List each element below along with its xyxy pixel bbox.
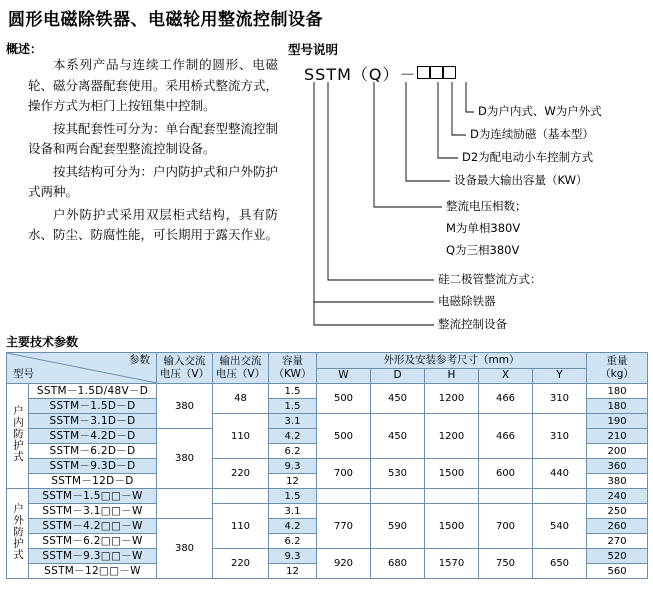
cell-dim-h: 1200	[425, 384, 479, 414]
table-row	[7, 414, 648, 429]
cell-model: SSTM－6.2□□－W	[29, 534, 157, 549]
cell-capacity: 12	[269, 474, 317, 489]
cell-dim-y: 310	[533, 384, 587, 414]
cell-model: SSTM－9.3□□－W	[29, 549, 157, 564]
page-title: 圆形电磁除铁器、电磁轮用整流控制设备	[8, 10, 323, 30]
cell-dim-y: 310	[533, 414, 587, 459]
header-dim-x: X	[479, 368, 533, 384]
cell-dim-x	[479, 489, 533, 504]
header-dim-h: H	[425, 368, 479, 384]
cell-capacity: 1.5	[269, 489, 317, 504]
header-dim-w: W	[317, 368, 371, 384]
cell-dim-w: 920	[317, 549, 371, 579]
cell-dim-h: 1500	[425, 504, 479, 549]
table-row	[7, 549, 648, 564]
cell-model: SSTM－3.1□□－W	[29, 504, 157, 519]
cell-dim-d	[371, 489, 425, 504]
cell-weight: 240	[587, 489, 648, 504]
cell-capacity: 4.2	[269, 429, 317, 444]
cell-dim-h: 1200	[425, 414, 479, 459]
cell-weight: 360	[587, 459, 648, 474]
cell-dim-w	[317, 489, 371, 504]
overview-paragraph: 按其配套性可分为：单台配套型整流控制设备和两台配套型整流控制设备。	[28, 120, 279, 156]
cell-weight: 200	[587, 444, 648, 459]
cell-dim-y: 540	[533, 504, 587, 549]
cell-dim-x: 600	[479, 459, 533, 489]
overview-paragraph: 按其结构可分为：户内防护式和户外防护式两种。	[28, 163, 279, 199]
cell-model: SSTM－4.2□□－W	[29, 519, 157, 534]
cell-dim-h: 1570	[425, 549, 479, 579]
header-dimensions: 外形及安装参考尺寸（mm）	[317, 353, 587, 369]
cell-model: SSTM－3.1D－D	[29, 414, 157, 429]
cell-capacity: 9.3	[269, 549, 317, 564]
cell-weight: 180	[587, 399, 648, 414]
cell-model: SSTM－4.2D－D	[29, 429, 157, 444]
cell-weight: 560	[587, 564, 648, 579]
table-row	[7, 489, 648, 504]
cell-dim-h: 1500	[425, 459, 479, 489]
overview-paragraph: 本系列产品与连续工作制的圆形、电磁轮、磁分离器配套使用。采用桥式整流方式，操作方式为柜门上按钮集中控制。	[28, 57, 279, 113]
cell-weight: 260	[587, 519, 648, 534]
header-output-voltage: 输出交流 电压（V）	[213, 353, 269, 384]
overview-paragraph: 户外防护式采用双层柜式结构，具有防水、防尘、防腐性能，可长期用于露天作业。	[28, 206, 279, 242]
cell-capacity: 9.3	[269, 459, 317, 474]
cell-model: SSTM－9.3D－D	[29, 459, 157, 474]
cell-dim-w: 770	[317, 504, 371, 549]
legend-item-3: 设备最大输出容量（KW）	[454, 173, 588, 187]
cell-input-voltage	[157, 489, 213, 519]
cell-output-voltage: 220	[213, 459, 269, 489]
cell-weight: 190	[587, 414, 648, 429]
table-row	[7, 504, 648, 519]
model-code-prefix: SSTM（Q）－	[304, 65, 417, 84]
cell-capacity: 4.2	[269, 519, 317, 534]
cell-dim-d: 530	[371, 459, 425, 489]
cell-dim-x: 750	[479, 549, 533, 579]
cell-weight: 180	[587, 384, 648, 399]
cell-dim-w: 500	[317, 414, 371, 459]
cell-capacity: 6.2	[269, 534, 317, 549]
cell-dim-y	[533, 489, 587, 504]
legend-item-7: 硅二极管整流方式：	[438, 272, 542, 286]
header-capacity: 容量 （KW）	[269, 353, 317, 384]
cell-weight: 380	[587, 474, 648, 489]
cell-weight: 270	[587, 534, 648, 549]
legend-item-9: 整流控制设备	[438, 317, 507, 331]
cell-dim-d: 450	[371, 384, 425, 414]
legend-item-6: Q为三相380V	[446, 243, 520, 257]
header-weight: 重量 （kg）	[587, 353, 648, 384]
cell-dim-x: 466	[479, 414, 533, 459]
header-param-model-corner	[7, 353, 157, 384]
overview-text	[28, 55, 278, 248]
specifications-table	[6, 352, 648, 579]
cell-input-voltage: 380	[157, 384, 213, 429]
cell-model: SSTM－6.2D－D	[29, 444, 157, 459]
model-explanation-diagram	[288, 40, 648, 330]
cell-model: SSTM－1.5□□－W	[29, 489, 157, 504]
table-header-row	[7, 353, 648, 369]
table-row	[7, 384, 648, 399]
header-model-label: 型号	[13, 368, 34, 380]
cell-input-voltage: 380	[157, 519, 213, 579]
header-param-label: 参数	[129, 354, 150, 366]
cell-dim-x: 466	[479, 384, 533, 414]
cell-dim-y: 650	[533, 549, 587, 579]
header-input-voltage: 输入交流 电压（V）	[157, 353, 213, 384]
cell-model: SSTM－12D－D	[29, 474, 157, 489]
row-group-label: 户内防护式	[7, 384, 29, 489]
cell-dim-y: 440	[533, 459, 587, 489]
cell-dim-d: 450	[371, 414, 425, 459]
cell-capacity: 3.1	[269, 414, 317, 429]
cell-model: SSTM－1.5D/48V－D	[29, 384, 157, 399]
cell-dim-h	[425, 489, 479, 504]
cell-model: SSTM－12□□－W	[29, 564, 157, 579]
row-group-label: 户外防护式	[7, 489, 29, 579]
cell-output-voltage: 110	[213, 504, 269, 549]
cell-input-voltage: 380	[157, 429, 213, 489]
cell-dim-w: 700	[317, 459, 371, 489]
legend-item-0: D为户内式、W为户外式	[478, 104, 602, 118]
cell-dim-d: 680	[371, 549, 425, 579]
cell-output-voltage	[213, 489, 269, 504]
cell-capacity: 6.2	[269, 444, 317, 459]
header-dim-d: D	[371, 368, 425, 384]
cell-capacity: 3.1	[269, 504, 317, 519]
legend-item-2: D2为配电动小车控制方式	[462, 150, 594, 164]
cell-weight: 210	[587, 429, 648, 444]
table-body	[7, 384, 648, 579]
table-row	[7, 459, 648, 474]
model-explanation-title: 型号说明	[288, 42, 339, 57]
cell-capacity: 1.5	[269, 399, 317, 414]
cell-dim-d: 590	[371, 504, 425, 549]
cell-weight: 520	[587, 549, 648, 564]
cell-output-voltage: 48	[213, 384, 269, 414]
cell-model: SSTM－1.5D－D	[29, 399, 157, 414]
cell-weight: 250	[587, 504, 648, 519]
cell-capacity: 12	[269, 564, 317, 579]
cell-output-voltage: 110	[213, 414, 269, 459]
cell-dim-x: 700	[479, 504, 533, 549]
legend-item-8: 电磁除铁器	[438, 294, 496, 308]
legend-item-1: D为连续励磁（基本型）	[470, 127, 594, 141]
overview-section-label: 概述：	[6, 42, 43, 56]
legend-item-4: 整流电压相数；	[446, 199, 527, 213]
cell-dim-w: 500	[317, 384, 371, 414]
header-dim-y: Y	[533, 368, 587, 384]
cell-capacity: 1.5	[269, 384, 317, 399]
cell-output-voltage: 220	[213, 549, 269, 579]
legend-item-5: M为单相380V	[446, 221, 521, 235]
specs-section-label: 主要技术参数	[6, 335, 79, 349]
